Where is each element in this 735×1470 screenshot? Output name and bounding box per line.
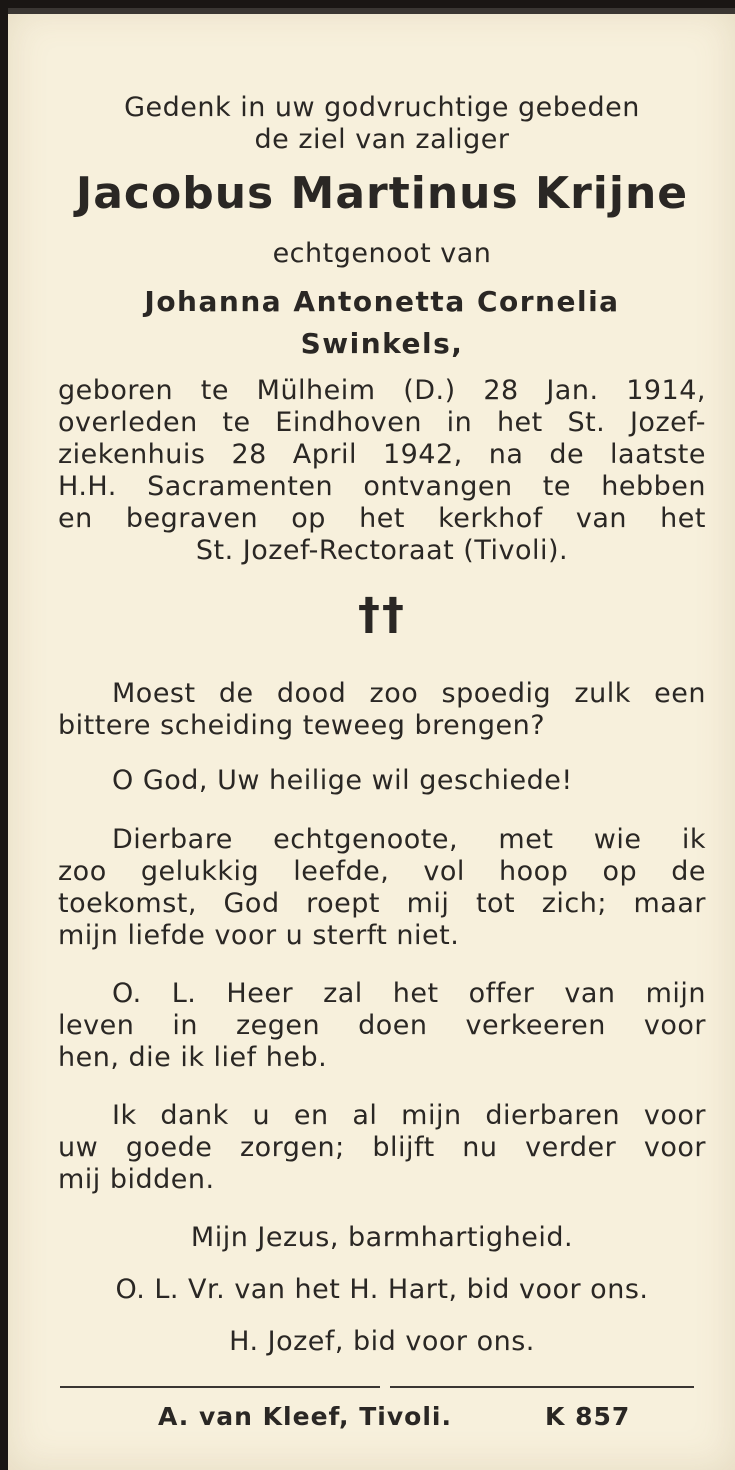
p3-line-4: mijn liefde voor u sterft niet. [58, 920, 460, 951]
bio-line-1: geboren te Mülheim (D.) 28 Jan. 1914, [58, 375, 706, 406]
printer-name: A. van Kleef, Tivoli. [158, 1402, 452, 1431]
print-code: K 857 [545, 1402, 631, 1431]
footer-rule-left [60, 1386, 380, 1388]
deceased-name: Jacobus Martinus Krijne [75, 168, 689, 219]
p2-line: O God, Uw heilige wil geschiede! [112, 765, 573, 796]
p5-line-1: Ik dank u en al mijn dierbaren voor [112, 1100, 706, 1131]
p3-line-2: zoo gelukkig leefde, vol hoop op de [58, 856, 706, 887]
bio-line-6: St. Jozef-Rectoraat (Tivoli). [195, 535, 569, 566]
bio-line-2: overleden te Eindhoven in het St. Jozef- [58, 407, 706, 438]
double-cross-icon: †† [358, 589, 406, 640]
spouse-name-line-2: Swinkels, [300, 327, 464, 360]
p4-line-1: O. L. Heer zal het offer van mijn [112, 978, 706, 1009]
prayer-3: H. Jozef, bid voor ons. [229, 1326, 535, 1357]
bio-line-5: en begraven op het kerkhof van het [58, 503, 706, 534]
bio-line-3: ziekenhuis 28 April 1942, na de laatste [58, 439, 706, 470]
p5-line-3: mij bidden. [58, 1164, 215, 1195]
footer-rule-right [390, 1386, 694, 1388]
intro-line-2: de ziel van zaliger [254, 124, 510, 155]
p4-line-3: hen, die ik lief heb. [58, 1042, 328, 1073]
p3-line-1: Dierbare echtgenoote, met wie ik [112, 824, 706, 855]
relation-text: echtgenoot van [272, 238, 492, 269]
prayer-2: O. L. Vr. van het H. Hart, bid voor ons. [115, 1274, 649, 1305]
memorial-card [8, 8, 735, 1470]
bio-line-4: H.H. Sacramenten ontvangen te hebben [58, 471, 706, 502]
p4-line-2: leven in zegen doen verkeeren voor [58, 1010, 706, 1041]
p5-line-2: uw goede zorgen; blijft nu verder voor [58, 1132, 706, 1163]
p1-line-1: Moest de dood zoo spoedig zulk een [112, 678, 706, 709]
p3-line-3: toekomst, God roept mij tot zich; maar [58, 888, 706, 919]
spouse-name-line-1: Johanna Antonetta Cornelia [144, 285, 620, 318]
intro-line-1: Gedenk in uw godvruchtige gebeden [124, 92, 640, 123]
p1-line-2: bittere scheiding teweeg brengen? [58, 710, 546, 741]
prayer-1: Mijn Jezus, barmhartigheid. [190, 1222, 574, 1253]
